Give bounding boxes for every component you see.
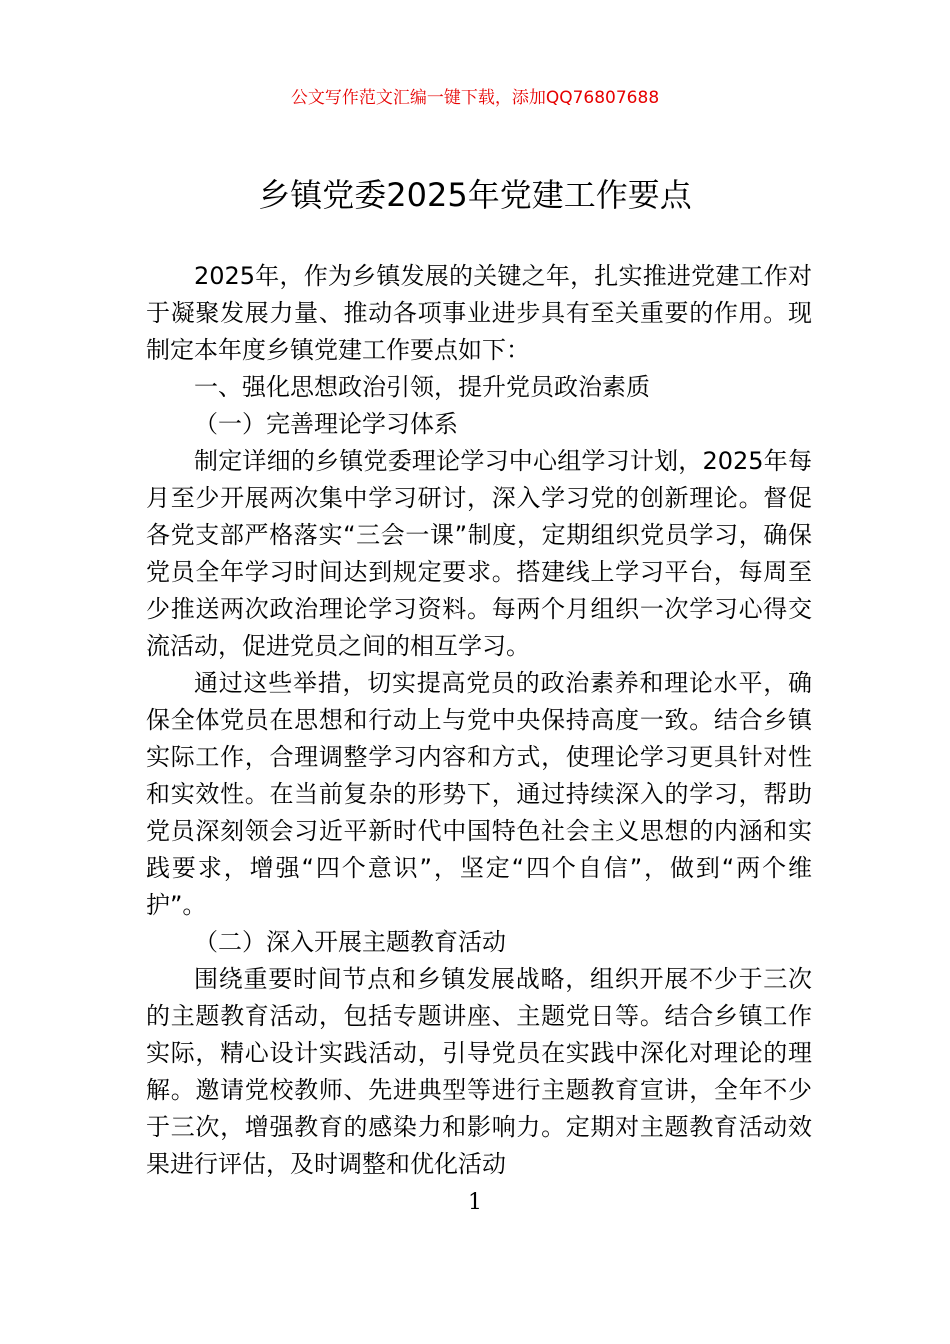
body-paragraph: 通过这些举措，切实提高党员的政治素养和理论水平，确保全体党员在思想和行动上与党中央保持高度一致。结合乡镇实际工作，合理调整学习内容和方式，使理论学习更具针对性和实效性。在当前复杂的形势下，通过持续深入的学习，帮助党员深刻领会习近平新时代中国特色社会主义思想的内涵和实践要求，增强“四个意识”，坚定“四个自信”，做到“两个维护”。 xyxy=(146,669,812,919)
body-paragraph: 围绕重要时间节点和乡镇发展战略，组织开展不少于三次的主题教育活动，包括专题讲座、主题党日等。结合乡镇工作实际，精心设计实践活动，引导党员在实践中深化对理论的理解。邀请党校教师、先进典型等进行主题教育宣讲，全年不少于三次，增强教育的感染力和影响力。定期对主题教育活动效果进行评估，及时调整和优化活动 xyxy=(146,965,812,1178)
body-paragraph: 制定详细的乡镇党委理论学习中心组学习计划，2025年每月至少开展两次集中学习研讨，深入学习党的创新理论。督促各党支部严格落实“三会一课”制度，定期组织党员学习，确保党员全年学习时间达到规定要求。搭建线上学习平台，每周至少推送两次政治理论学习资料。每两个月组织一次学习心得交流活动，促进党员之间的相互学习。 xyxy=(146,447,812,660)
document-title: 乡镇党委2025年党建工作要点 xyxy=(258,176,692,214)
header-watermark: 公文写作范文汇编一键下载，添加QQ76807688 xyxy=(290,88,660,108)
intro-paragraph: 2025年，作为乡镇发展的关键之年，扎实推进党建工作对于凝聚发展力量、推动各项事业进步具有至关重要的作用。现制定本年度乡镇党建工作要点如下： xyxy=(146,262,812,364)
subsection-heading-2: （二）深入开展主题教育活动 xyxy=(194,928,506,956)
document-body xyxy=(146,258,812,1183)
subsection-heading-1: （一）完善理论学习体系 xyxy=(194,410,458,438)
section-heading-1: 一、强化思想政治引领，提升党员政治素质 xyxy=(194,373,650,401)
page-number: 1 xyxy=(468,1190,482,1215)
